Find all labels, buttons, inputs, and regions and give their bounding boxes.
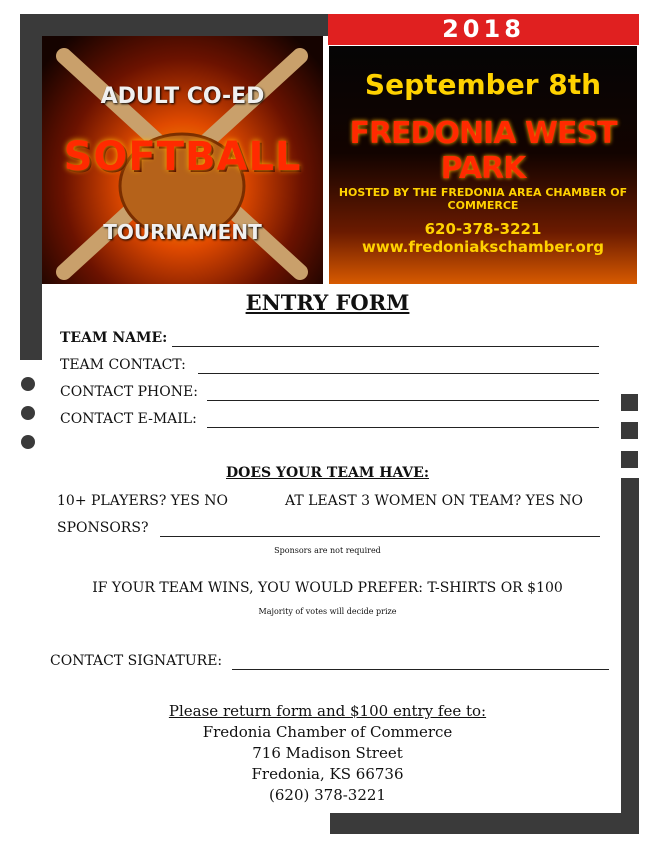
women-question: AT LEAST 3 WOMEN ON TEAM? YES NO [285,493,583,509]
decorative-dot [21,377,35,391]
logo-top-text: ADULT CO-ED [100,84,265,109]
return-heading: Please return form and $100 entry fee to: [168,702,487,720]
logo-bottom-text: TOURNAMENT [103,220,262,244]
contact-phone-label: CONTACT PHONE: [60,384,198,400]
players-question: 10+ PLAYERS? YES NO [57,493,229,509]
return-city: Fredonia, KS 66736 [251,765,404,783]
event-banner-image [329,46,637,284]
team-name-field[interactable] [172,346,599,347]
return-org: Fredonia Chamber of Commerce [202,723,453,741]
event-date: September 8th [364,68,602,101]
contact-email-field[interactable] [207,427,599,428]
form-title: ENTRY FORM [245,290,410,315]
team-name-label: TEAM NAME: [60,330,168,346]
decorative-square [621,422,638,439]
signature-label: CONTACT SIGNATURE: [50,653,223,669]
decorative-dot [21,406,35,420]
event-venue: FREDONIA WEST PARK [349,116,617,186]
return-street: 716 Madison Street [252,744,403,762]
year-banner: 2018 [328,14,639,45]
sponsors-field[interactable] [160,536,600,537]
decorative-square [621,394,638,411]
frame-top-bar [20,14,328,36]
frame-bottom-bar [330,813,639,834]
signature-field[interactable] [232,669,609,670]
team-contact-field[interactable] [198,373,599,374]
prize-question: IF YOUR TEAM WINS, YOU WOULD PREFER: T-SHIRTS OR $100 [92,580,563,596]
question-heading: DOES YOUR TEAM HAVE: [226,465,429,481]
decorative-dot [21,435,35,449]
sponsors-note: Sponsors are not required [274,546,381,555]
event-host: HOSTED BY THE FREDONIA AREA CHAMBER OF COMMERCE [338,186,628,212]
prize-note: Majority of votes will decide prize [258,607,397,616]
logo-main-text: SOFTBALL [63,134,302,180]
return-phone: (620) 378-3221 [269,786,386,804]
contact-phone-field[interactable] [207,400,599,401]
contact-email-label: CONTACT E-MAIL: [60,411,197,427]
sponsors-label: SPONSORS? [57,520,149,536]
event-contact: 620-378-3221 www.fredoniakschamber.org [362,220,604,256]
softball-logo-image [42,36,323,284]
team-contact-label: TEAM CONTACT: [60,357,186,373]
